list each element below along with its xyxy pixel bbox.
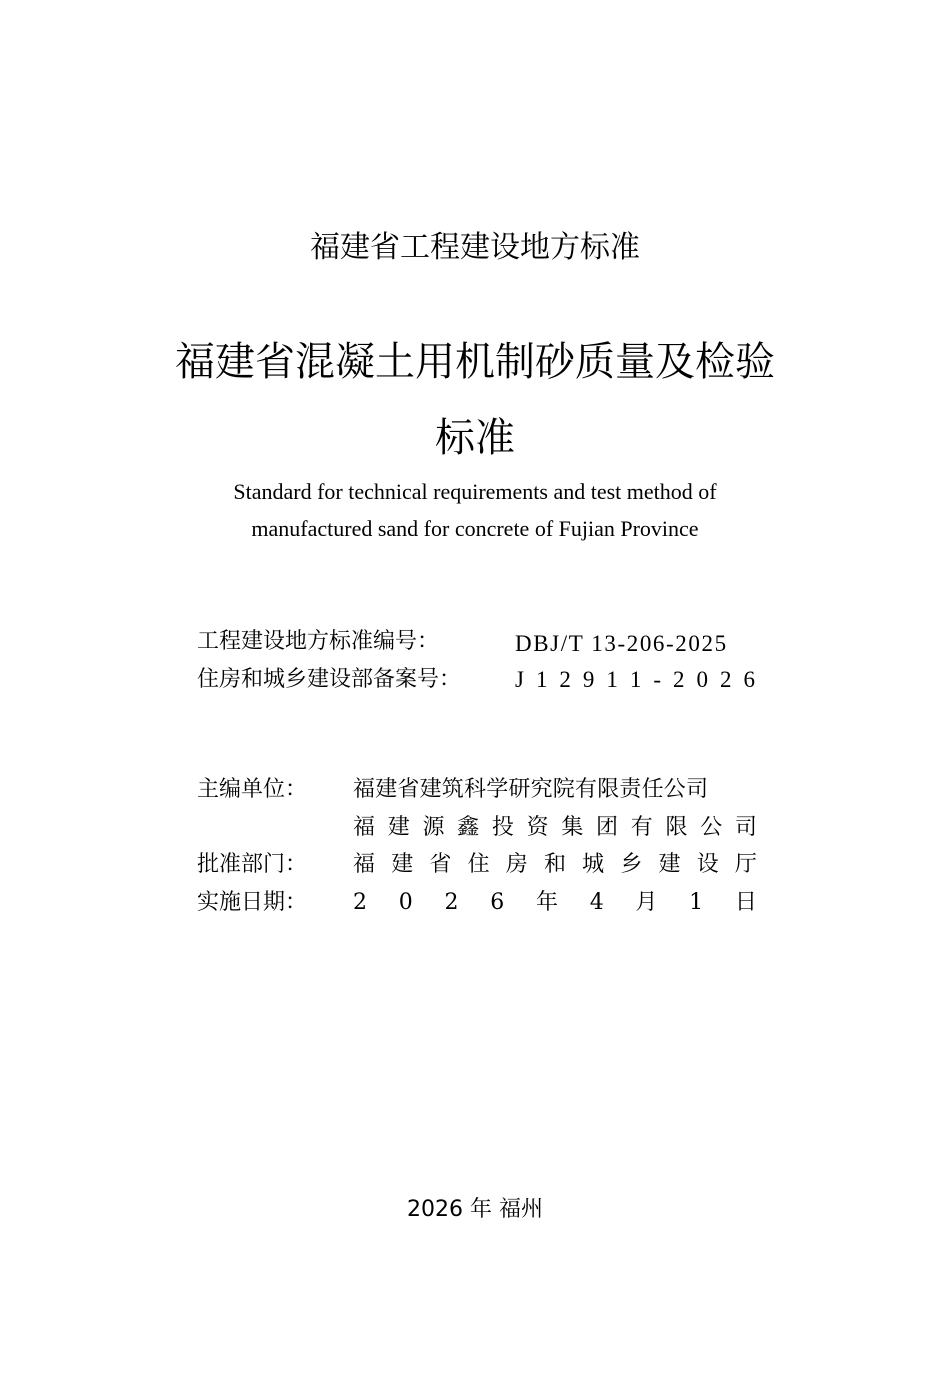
main-title-line1: 福建省混凝土用机制砂质量及检验: [175, 339, 775, 385]
editor-org-1: 福建省建筑科学研究院有限责任公司: [353, 777, 709, 802]
record-number-char: 6: [743, 667, 755, 692]
date-label: 实施日期：: [197, 890, 308, 915]
approval-org: [353, 849, 757, 881]
date-char: 2: [353, 890, 367, 915]
record-number-label: 住房和城乡建设部备案号：: [197, 667, 462, 692]
editor-org-2-char: 司: [734, 815, 757, 840]
editor-org-2-char: 鑫: [457, 815, 480, 840]
editor-org-2-char: 团: [596, 815, 619, 840]
approval-label: 批准部门：: [197, 852, 308, 877]
date-char: 年: [535, 890, 558, 915]
record-number-char: 9: [582, 667, 595, 692]
main-title-line2: 标准: [435, 415, 515, 461]
standard-number-label: 工程建设地方标准编号：: [197, 629, 440, 654]
english-title-line1: Standard for technical requirements and test method of: [233, 479, 717, 504]
record-number-char: J: [515, 667, 524, 692]
editor-label: 主编单位：: [197, 777, 308, 802]
record-number-char: 2: [719, 667, 732, 692]
implementation-date: [353, 887, 757, 919]
editor-org-2-char: 公: [700, 815, 723, 840]
editor-org-2-char: 福: [353, 815, 376, 840]
approval-org-char: 乡: [620, 852, 643, 877]
record-number-value: [515, 664, 755, 696]
date-char: 1: [689, 890, 704, 915]
approval-org-char: 和: [543, 852, 566, 877]
record-number-char: 1: [535, 667, 548, 692]
approval-org-char: 建: [391, 852, 414, 877]
approval-org-char: 城: [582, 852, 605, 877]
approval-org-char: 省: [429, 852, 452, 877]
english-title-line2: manufactured sand for concrete of Fujian Province: [251, 516, 699, 541]
editor-org-2-char: 建: [387, 815, 410, 840]
date-char: 4: [589, 890, 604, 915]
editor-org-2-char: 源: [422, 815, 445, 840]
editor-org-2-char: 投: [491, 815, 514, 840]
record-number-char: 2: [559, 667, 571, 692]
approval-org-char: 房: [505, 852, 528, 877]
date-char: 0: [398, 890, 413, 915]
record-number-char: 1: [629, 667, 642, 692]
approval-org-char: 福: [353, 852, 376, 877]
date-char: 2: [444, 890, 459, 915]
approval-org-char: 设: [696, 852, 719, 877]
standard-number-value: DBJ/T 13-206-2025: [515, 631, 728, 656]
footer-year-place: 2026 年 福州: [407, 1197, 543, 1222]
record-number-char: -: [653, 667, 662, 692]
editor-org-2-char: 有: [630, 815, 653, 840]
editor-org-2: [353, 812, 757, 844]
editor-org-2-char: 集: [561, 815, 584, 840]
editor-org-2-char: 资: [526, 815, 549, 840]
record-number-char: 0: [696, 667, 708, 692]
editor-org-2-char: 限: [665, 815, 688, 840]
record-number-char: 1: [606, 667, 618, 692]
date-char: 日: [734, 890, 757, 915]
approval-org-char: 建: [658, 852, 681, 877]
approval-org-char: 住: [467, 852, 490, 877]
series-title: 福建省工程建设地方标准: [310, 230, 640, 265]
approval-org-char: 厅: [734, 852, 757, 877]
record-number-char: 2: [673, 667, 685, 692]
date-char: 6: [490, 890, 505, 915]
date-char: 月: [635, 890, 658, 915]
